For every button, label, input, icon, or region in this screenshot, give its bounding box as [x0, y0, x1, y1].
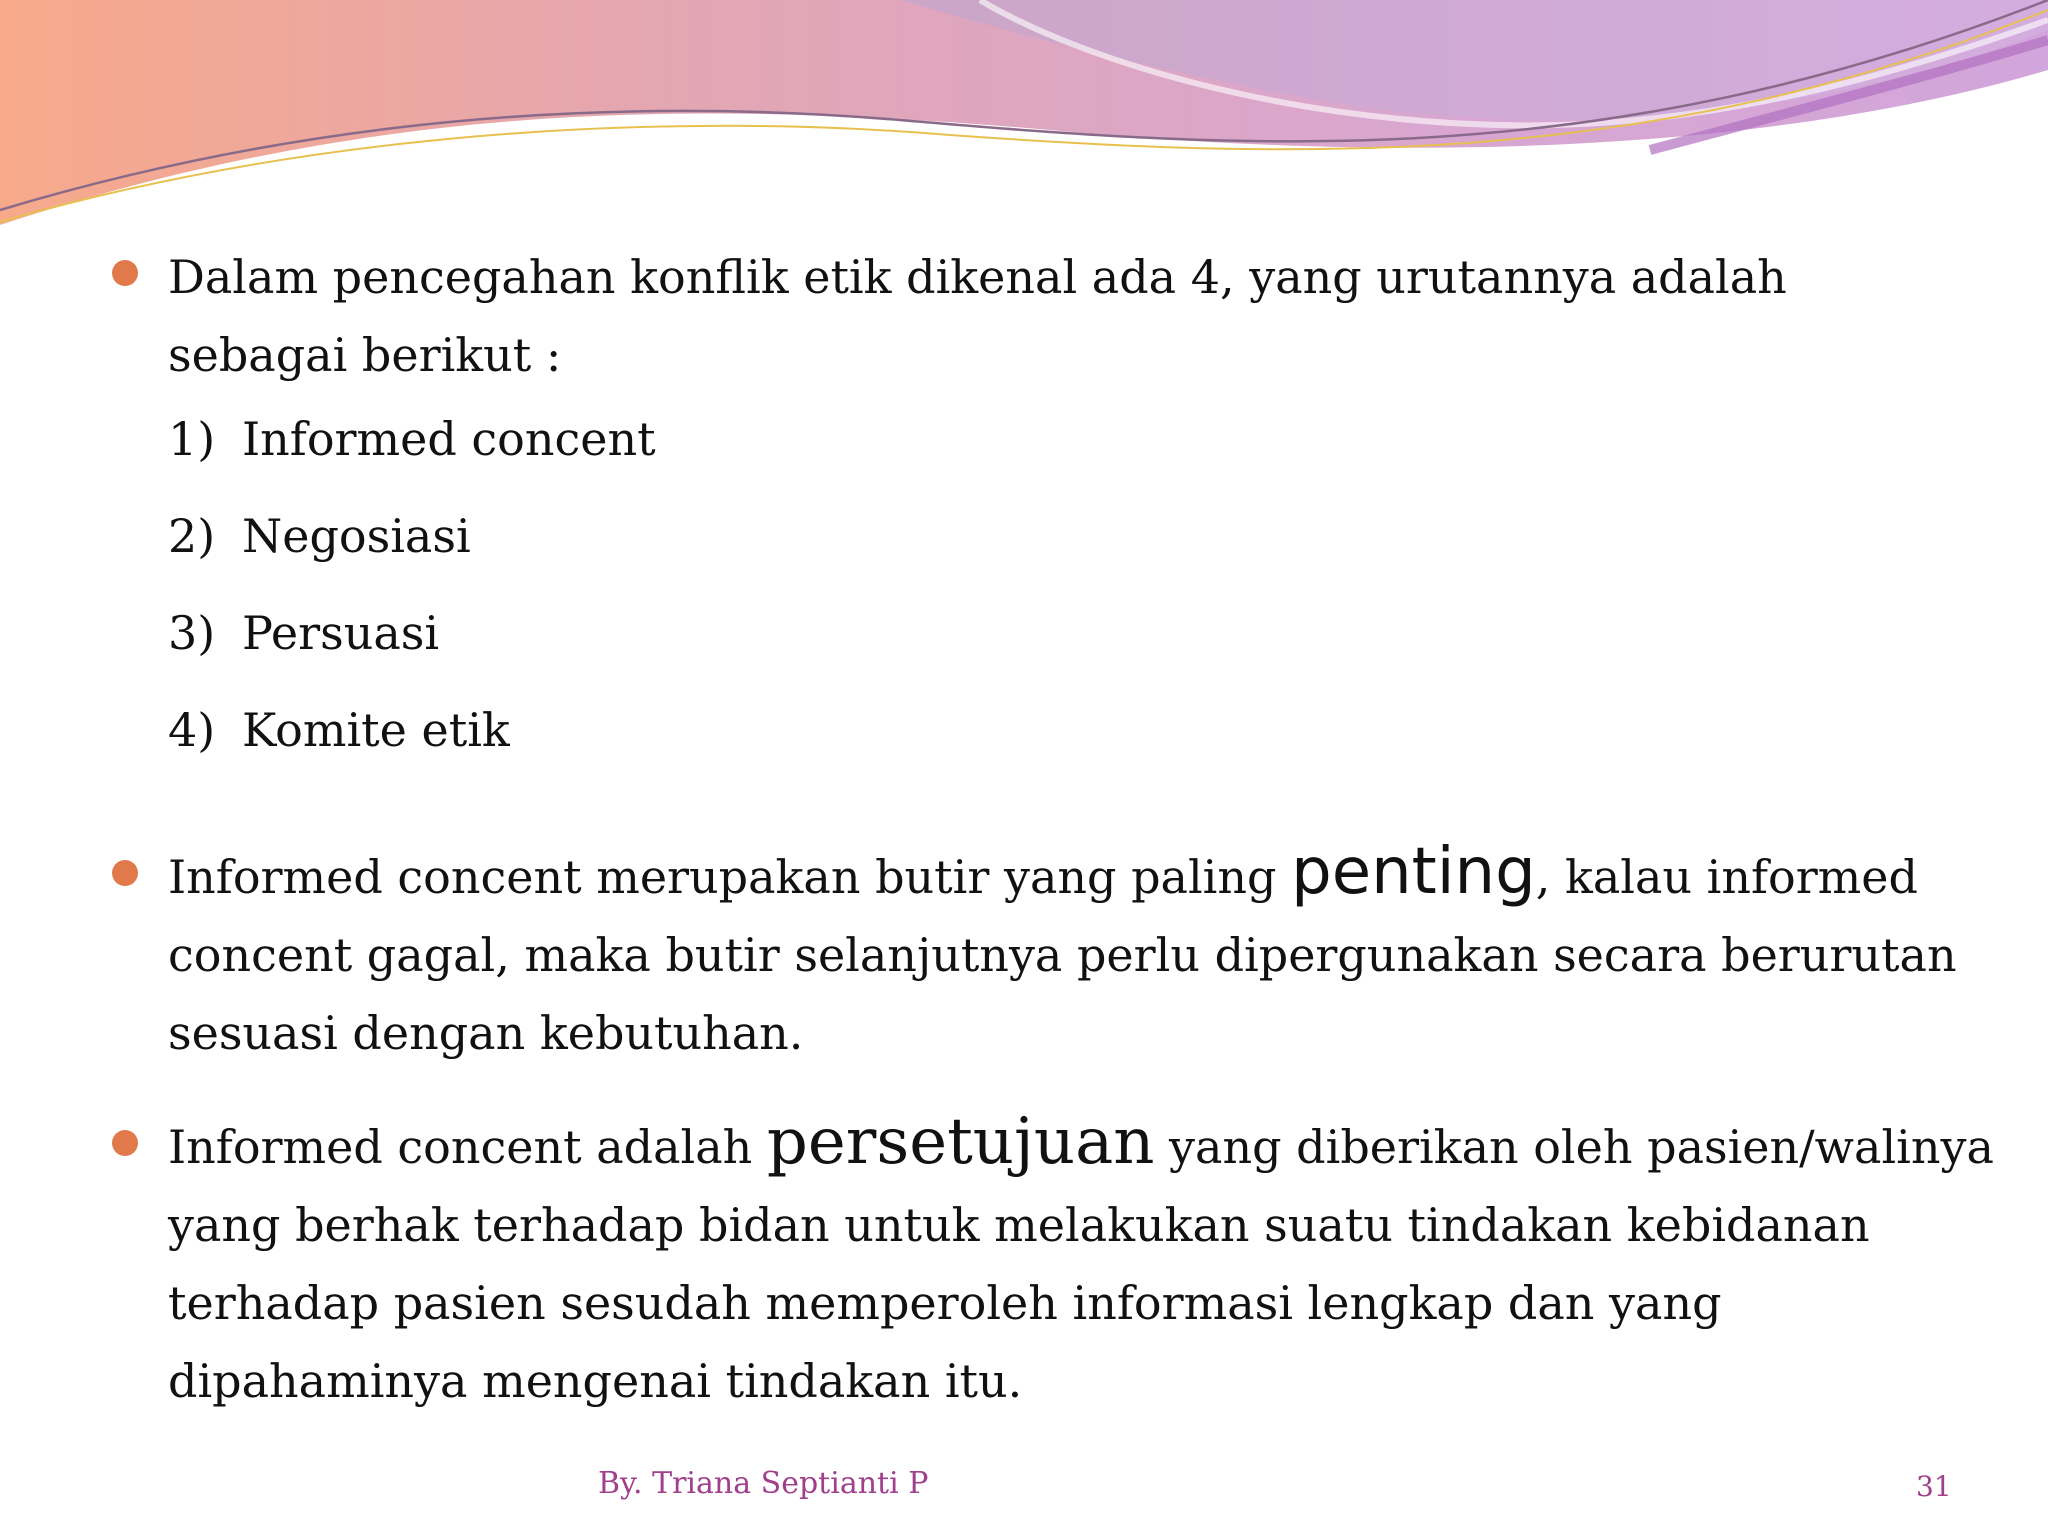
page-number: 31 — [1916, 1470, 1952, 1503]
bullet-dot-icon — [112, 1130, 138, 1156]
bullet-text-before: Informed concent merupakan butir yang paling — [168, 850, 1292, 904]
list-item-label: Komite etik — [242, 703, 510, 757]
list-item-number: 2) — [168, 509, 216, 563]
emphasis-word: persetujuan — [766, 1105, 1155, 1179]
bullet-item — [108, 238, 1908, 394]
bullet-text-after: yang diberikan oleh pasien/walinya yang berhak terhadap bidan untuk melakukan suatu tindakan kebidanan terhadap pasien sesudah memperoleh informasi lengkap dan yang dipahaminya mengenai tindakan itu. — [168, 1120, 1994, 1408]
list-item-number: 4) — [168, 703, 216, 757]
list-item-number: 3) — [168, 606, 216, 660]
list-item — [168, 509, 1928, 606]
list-item-number: 1) — [168, 412, 216, 466]
bullet-text-before: Informed concent adalah — [168, 1120, 767, 1174]
list-item-label: Informed concent — [242, 412, 656, 466]
footer-author: By. Triana Septianti P — [598, 1466, 929, 1501]
bullet-dot-icon — [112, 260, 138, 286]
list-item — [168, 606, 1928, 703]
list-item-label: Persuasi — [242, 606, 440, 660]
bullet-text: Dalam pencegahan konflik etik dikenal ada 4, yang urutannya adalah sebagai berikut : — [168, 250, 1787, 382]
slide-content — [108, 238, 1994, 1420]
bullet-item — [108, 1105, 2008, 1420]
bullet-text-after: , kalau informed concent gagal, maka butir selanjutnya perlu dipergunakan secara berurutan sesuasi dengan kebutuhan. — [168, 850, 1957, 1060]
bullet-dot-icon — [112, 860, 138, 886]
list-item-label: Negosiasi — [242, 509, 471, 563]
decorative-wave-header — [0, 0, 2048, 240]
numbered-list — [168, 412, 1928, 800]
bullet-item — [108, 835, 2008, 1072]
list-item — [168, 412, 1928, 509]
emphasis-word: penting — [1291, 835, 1536, 909]
list-item — [168, 703, 1928, 800]
